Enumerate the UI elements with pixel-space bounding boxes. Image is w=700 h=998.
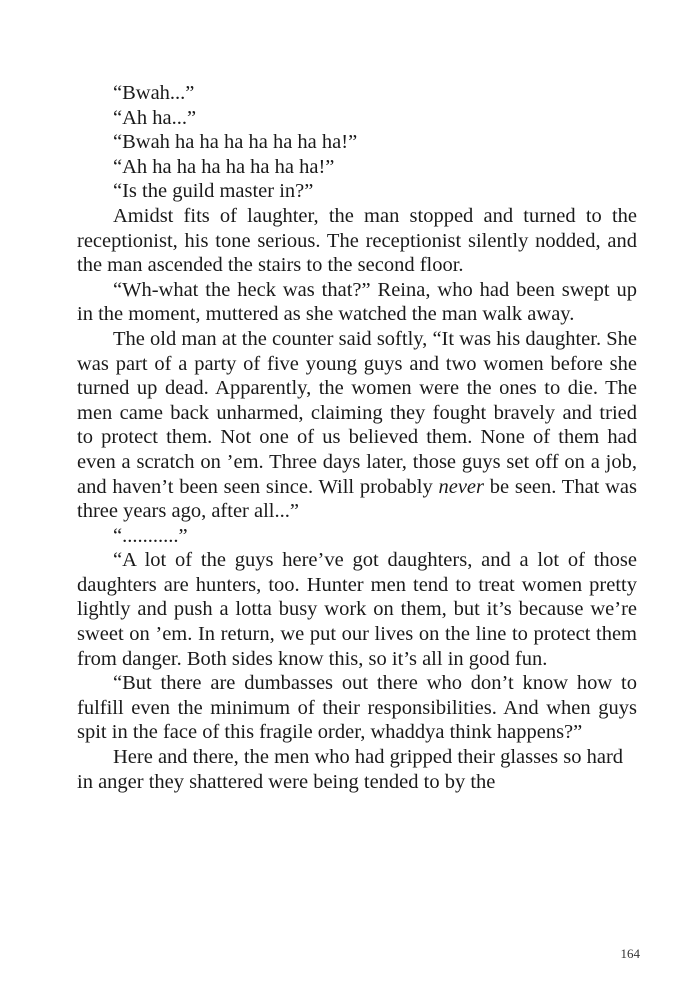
paragraph-11: “But there are dumbasses out there who don’t know how to fulfill even the minimum of their responsibilities. And when guys spit in the face of this fragile order, whaddya think happens?” bbox=[77, 672, 637, 744]
paragraph-4: “Ah ha ha ha ha ha ha ha!” bbox=[113, 155, 335, 178]
page-number: 164 bbox=[620, 946, 640, 961]
paragraph-8 bbox=[77, 327, 637, 524]
paragraph-6: Amidst fits of laughter, the man stopped and turned to the receptionist, his tone serious. The receptionist silently nodded, and the man ascended the stairs to the second floor. bbox=[77, 204, 637, 277]
book-page-body bbox=[77, 81, 637, 794]
paragraph-1: “Bwah...” bbox=[113, 82, 195, 104]
paragraph-8-text-before: The old man at the counter said softly, “It was his daughter. She was part of a party of five young guys and two women before she turned up dead. Apparently, the women were the ones to die. The men came back unharmed, claiming they fought bravely and tried to protect them. Not one of us believed them. None of them had even a scratch on ’em. Three days later, those guys set off on a job, and haven’t been seen since. Will probably bbox=[77, 327, 637, 498]
paragraph-8-text-after: be seen. That was three years ago, after all...” bbox=[77, 475, 637, 523]
paragraph-10: “A lot of the guys here’ve got daughters, and a lot of those daughters are hunters, too. Hunter men tend to treat women pretty lightly and push a lotta busy work on them, but it’s because we’re sweet on ’em. In return, we put our lives on the line to protect them from danger. Both sides know this, so it’s all in good fun. bbox=[77, 549, 637, 670]
paragraph-2: “Ah ha...” bbox=[113, 106, 197, 129]
paragraph-9: “...........” bbox=[113, 524, 188, 547]
paragraph-12: Here and there, the men who had gripped their glasses so hard in anger they shattered were being tended to by the bbox=[77, 746, 624, 793]
paragraph-5: “Is the guild master in?” bbox=[113, 180, 314, 203]
paragraph-8-emphasis: never bbox=[438, 475, 484, 498]
paragraph-3: “Bwah ha ha ha ha ha ha ha!” bbox=[113, 131, 358, 154]
paragraph-7: “Wh-what the heck was that?” Reina, who had been swept up in the moment, muttered as she watched the man walk away. bbox=[77, 278, 637, 326]
